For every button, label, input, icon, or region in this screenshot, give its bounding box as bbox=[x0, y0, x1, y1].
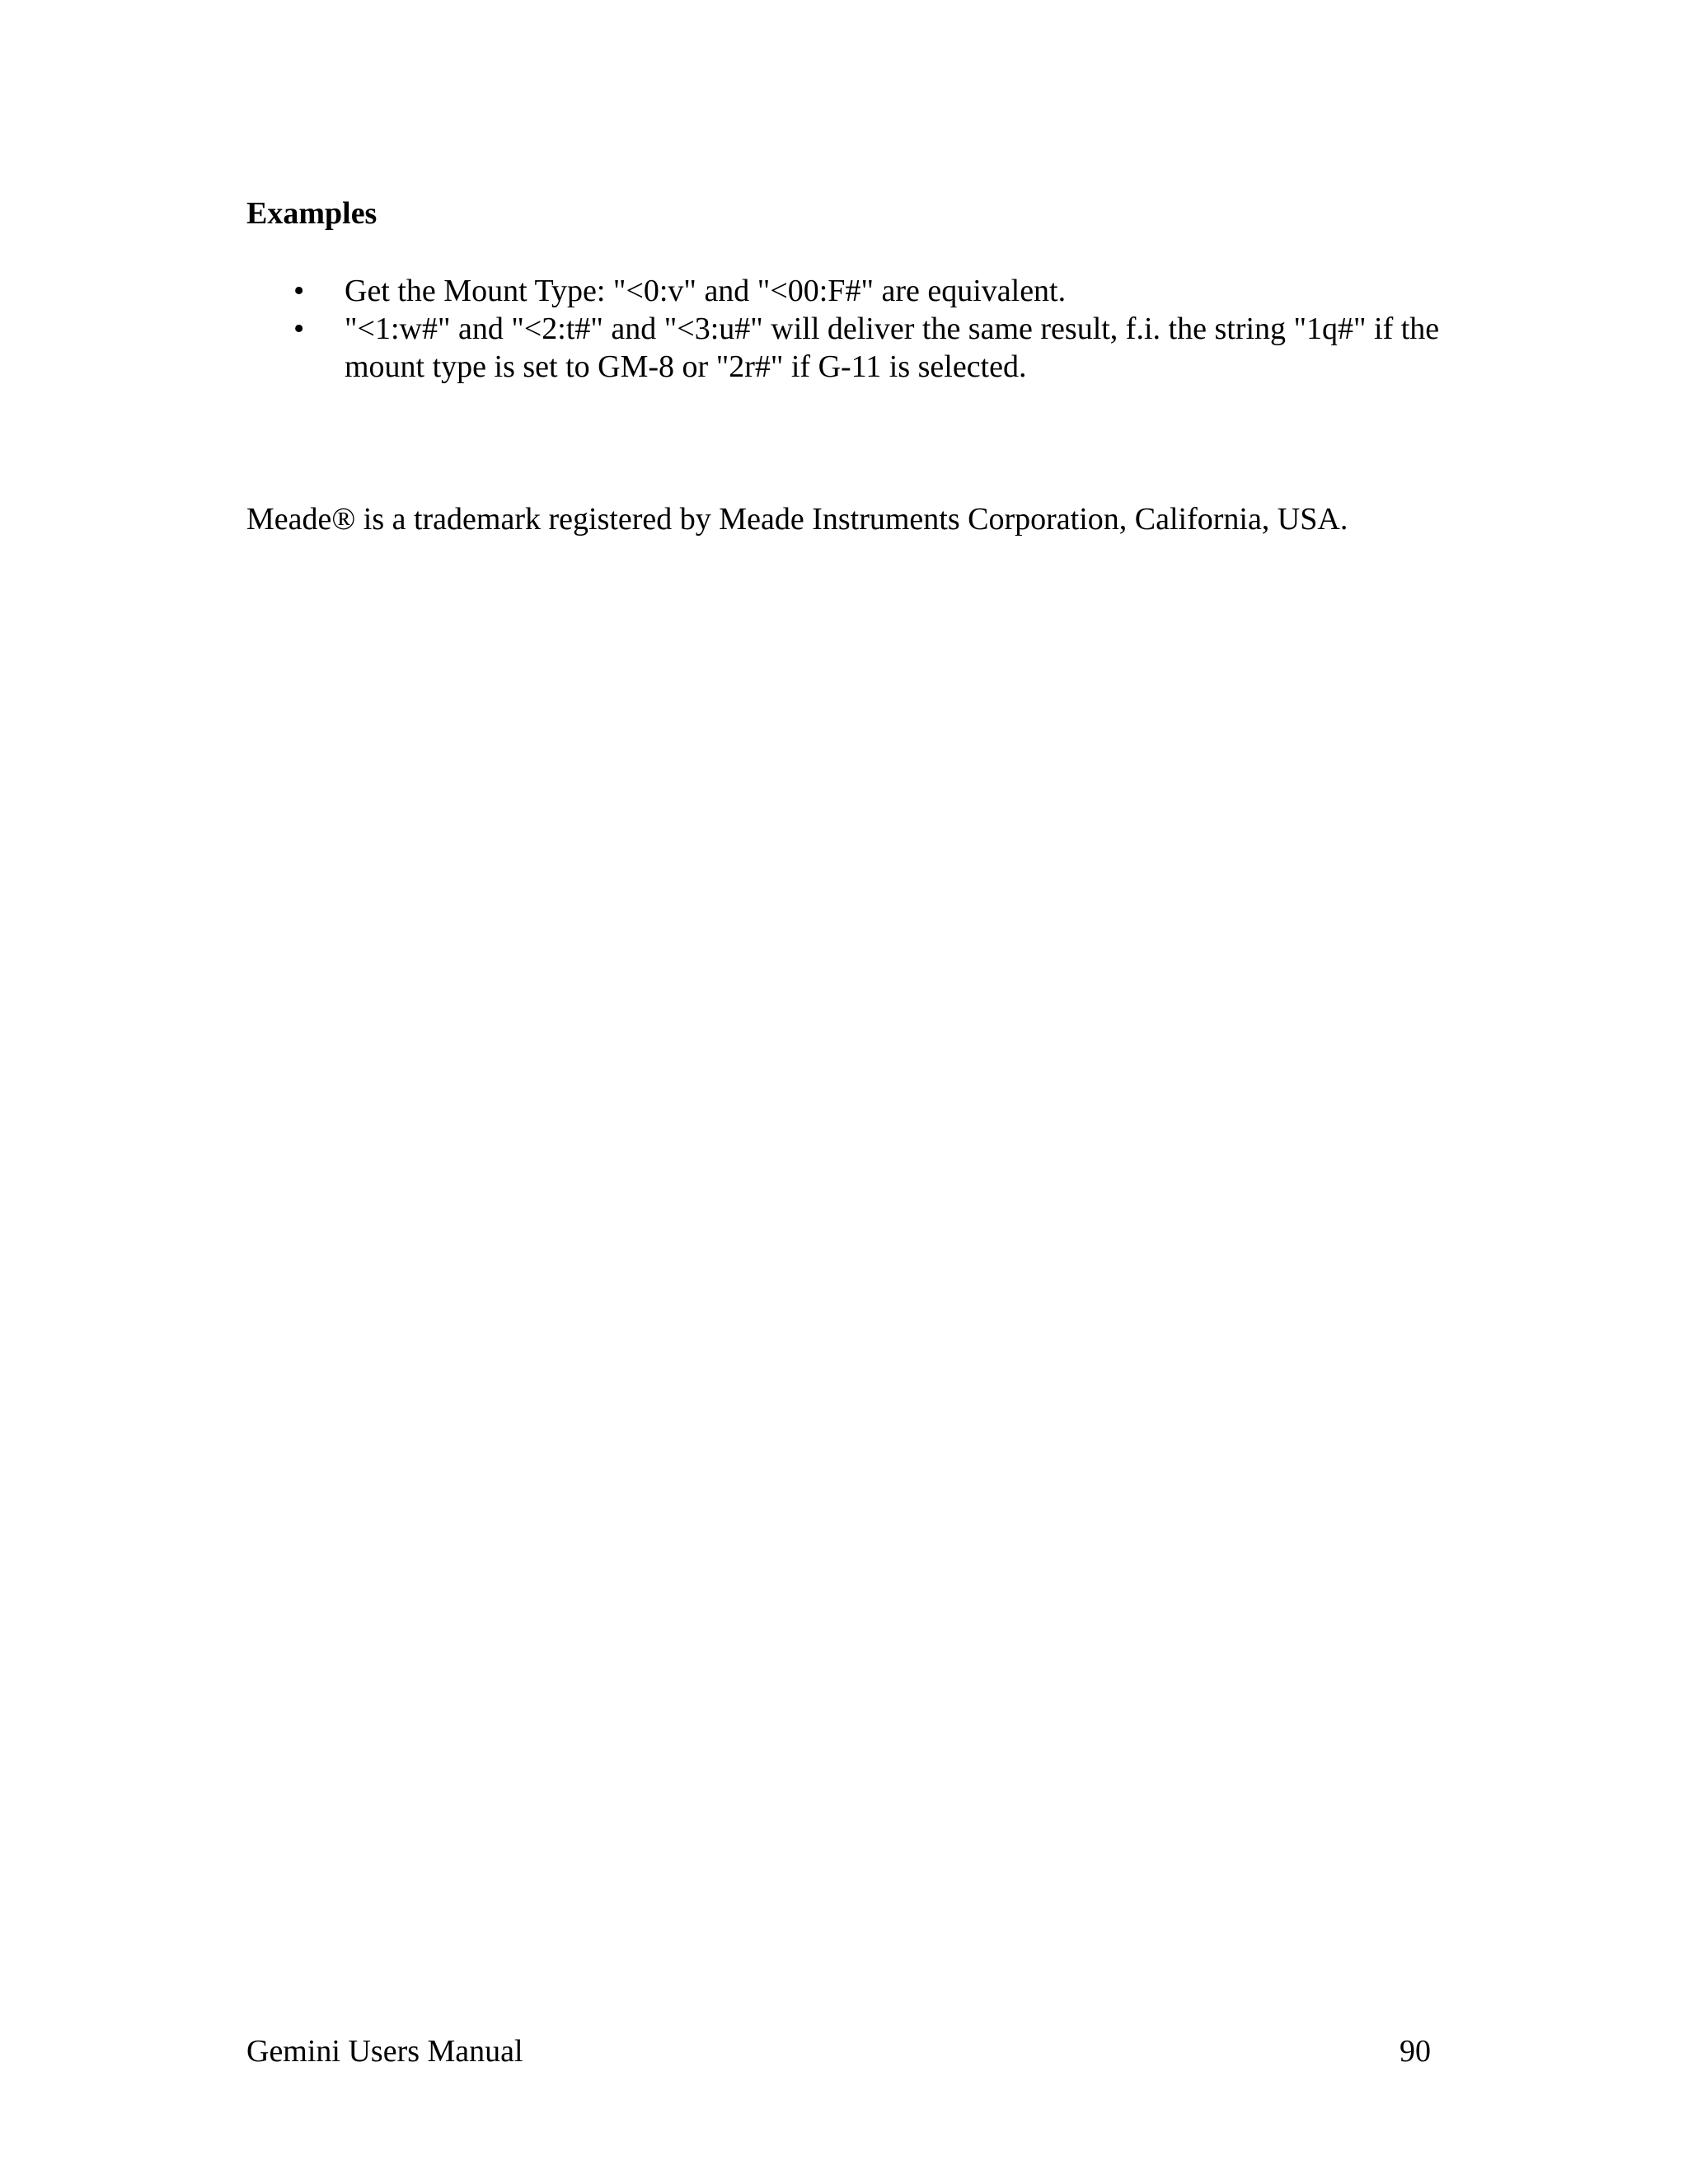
trademark-note: Meade® is a trademark registered by Meade Instruments Corporation, California, USA. bbox=[246, 502, 1348, 537]
footer-title: Gemini Users Manual bbox=[246, 2034, 523, 2069]
example-text: Get the Mount Type: "<0:v" and "<00:F#" are equivalent. bbox=[345, 274, 1067, 308]
section-heading: Examples bbox=[246, 196, 377, 231]
list-item bbox=[293, 272, 1447, 310]
page-number: 90 bbox=[1400, 2034, 1431, 2069]
list-item bbox=[293, 310, 1447, 386]
examples-list bbox=[293, 272, 1447, 386]
bullet-icon: • bbox=[293, 274, 305, 308]
example-text: "<1:w#" and "<2:t#" and "<3:u#" will deliver the same result, f.i. the string "1q#" if the mount type is set to GM-8 or "2r#" if G-11 is selected. bbox=[345, 312, 1440, 384]
bullet-icon: • bbox=[293, 312, 305, 346]
